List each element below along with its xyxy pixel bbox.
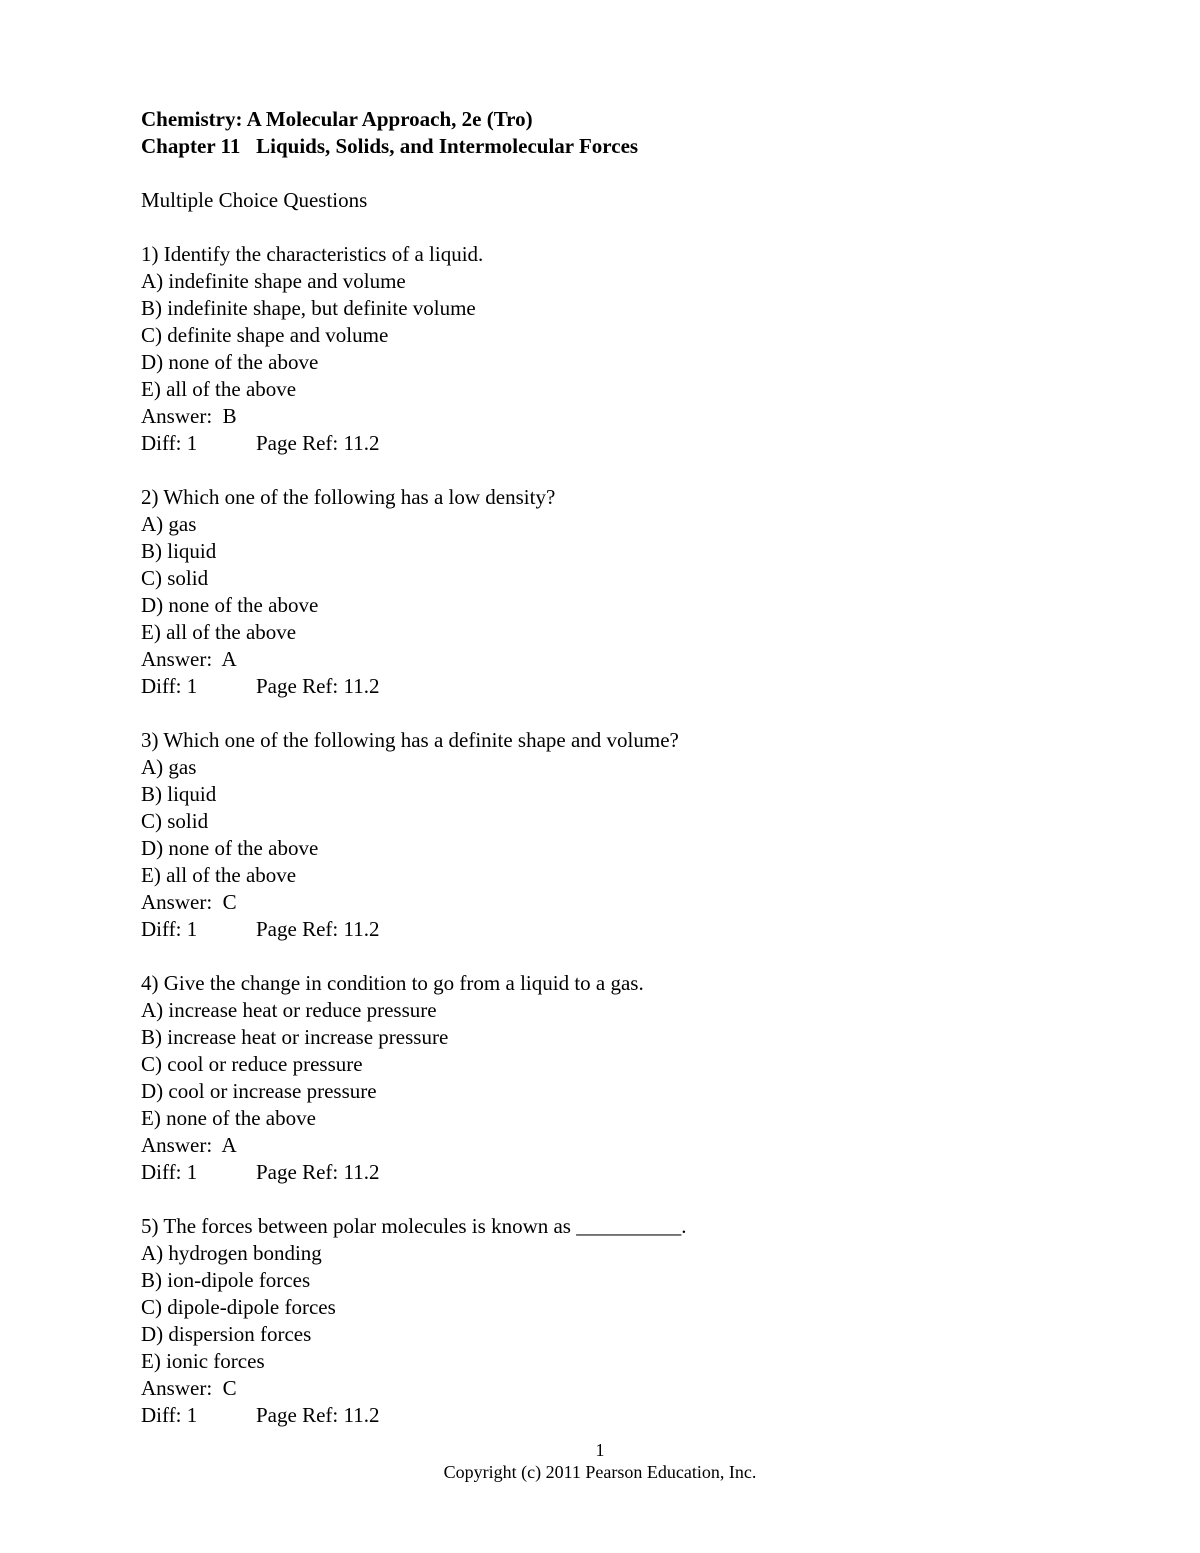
answer: Answer: C [141,890,237,914]
question-stem: 3) Which one of the following has a definite shape and volume? [141,728,679,752]
question-stem: 4) Give the change in condition to go from a liquid to a gas. [141,971,644,995]
page-ref: Page Ref: 11.2 [256,1403,380,1427]
option-c: C) definite shape and volume [141,323,389,347]
page-ref: Page Ref: 11.2 [256,1160,380,1184]
question-stem: 1) Identify the characteristics of a liquid. [141,242,484,266]
question-3 [141,727,1061,943]
question-2 [141,484,1061,700]
option-c: C) dipole-dipole forces [141,1295,336,1319]
question-1 [141,241,1061,457]
option-d: D) none of the above [141,836,319,860]
question-stem: 2) Which one of the following has a low density? [141,485,556,509]
option-c: C) cool or reduce pressure [141,1052,363,1076]
question-5 [141,1213,1061,1429]
option-e: E) all of the above [141,377,297,401]
option-c: C) solid [141,809,209,833]
page-ref: Page Ref: 11.2 [256,674,380,698]
question-meta [141,1159,1061,1186]
answer: Answer: B [141,404,237,428]
question-meta [141,916,1061,943]
page-ref: Page Ref: 11.2 [256,917,380,941]
option-b: B) liquid [141,782,217,806]
option-a: A) hydrogen bonding [141,1241,322,1265]
answer: Answer: C [141,1376,237,1400]
option-b: B) indefinite shape, but definite volume [141,296,476,320]
option-a: A) gas [141,512,197,536]
copyright-notice: Copyright (c) 2011 Pearson Education, Inc. [443,1462,757,1482]
option-a: A) indefinite shape and volume [141,269,406,293]
answer: Answer: A [141,647,237,671]
option-a: A) increase heat or reduce pressure [141,998,437,1022]
answer: Answer: A [141,1133,237,1157]
difficulty: Diff: 1 [141,431,198,455]
section-title: Multiple Choice Questions [141,188,368,212]
document-page [141,106,1061,1429]
difficulty: Diff: 1 [141,917,198,941]
question-meta [141,430,1061,457]
question-meta [141,673,1061,700]
option-e: E) all of the above [141,620,297,644]
option-a: A) gas [141,755,197,779]
option-e: E) all of the above [141,863,297,887]
option-e: E) ionic forces [141,1349,265,1373]
difficulty: Diff: 1 [141,1160,198,1184]
option-e: E) none of the above [141,1106,316,1130]
question-stem: 5) The forces between polar molecules is known as __________. [141,1214,687,1238]
option-d: D) none of the above [141,593,319,617]
option-d: D) none of the above [141,350,319,374]
option-d: D) cool or increase pressure [141,1079,377,1103]
chapter-title: Chapter 11 Liquids, Solids, and Intermolecular Forces [141,134,639,158]
book-title: Chemistry: A Molecular Approach, 2e (Tro) [141,107,533,131]
question-meta [141,1402,1061,1429]
option-b: B) increase heat or increase pressure [141,1025,449,1049]
page-number: 1 [595,1440,605,1460]
question-4 [141,970,1061,1186]
difficulty: Diff: 1 [141,1403,198,1427]
option-d: D) dispersion forces [141,1322,312,1346]
page-ref: Page Ref: 11.2 [256,431,380,455]
option-b: B) liquid [141,539,217,563]
option-c: C) solid [141,566,209,590]
difficulty: Diff: 1 [141,674,198,698]
option-b: B) ion-dipole forces [141,1268,311,1292]
